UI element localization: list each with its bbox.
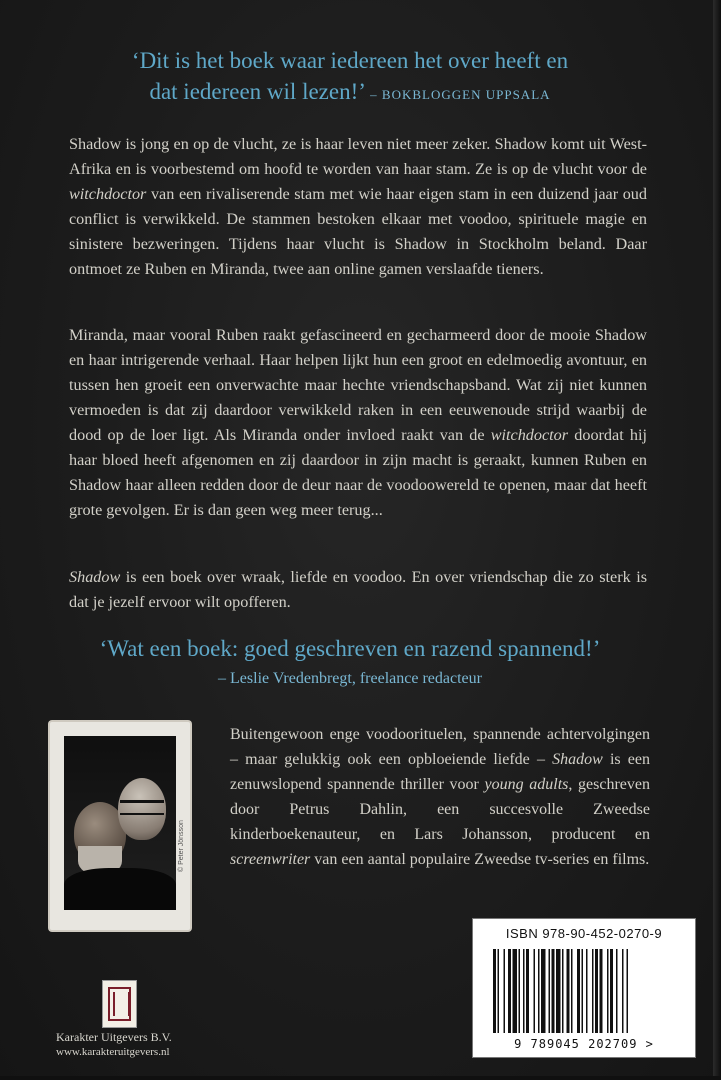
blurb-p2-part-1: Miranda, maar vooral Ruben raakt gefascineerd en gecharmeerd door de mooie Shadow en haar intrigerende verhaal. Haar helpen lijkt hun een groot en edelmoedig avontuur, en tussen hen groeit een onverwachte maar hechte vriendschapsband. Wat zij niet kunnen vermoeden is dat zij daardoor verwikkeld raken in een eeuwenoude strijd waarbij de dood op de loer ligt. Als Miranda onder invloed raakt van de (69, 326, 647, 444)
cover-spine-edge (713, 0, 721, 1080)
barcode-bar (549, 949, 551, 1033)
blurb-paragraph-1 (69, 132, 647, 282)
bio-italic-young-adults: young adults (484, 776, 569, 793)
blurb-paragraph-2 (69, 323, 647, 523)
isbn-barcode-label (472, 918, 696, 1058)
publisher-name: Karakter Uitgevers B.V. (56, 1030, 172, 1044)
publisher-logo-mark-icon (108, 987, 131, 1021)
top-quote-line-1: ‘Dit is het boek waar iedereen het over heeft en (131, 48, 569, 73)
barcode-bar (552, 949, 555, 1033)
barcode-bar (523, 949, 525, 1033)
cover-bottom-edge (0, 1076, 721, 1080)
barcode-bar (493, 949, 496, 1033)
barcode-bar (600, 949, 603, 1033)
blurb-p1-part-3: van een rivaliserende stam met wie haar eigen stam in een duizend jaar oud conflict is verwikkeld. De stammen bestoken elkaar met voodoo, spirituele magie en sinistere bezweringen. Tijdens haar vlucht is Shadow in Stockholm beland. Daar ontmoet ze Ruben en Miranda, twee aan online gamen verslaafde tieners. (69, 185, 647, 278)
author-photo-image (64, 736, 176, 910)
barcode-bar (508, 949, 511, 1033)
bio-part-1: Buitengewoon enge voodoorituelen, spannende achtervolgingen – maar gelukkig ook een opbloeiende liefde – (230, 726, 650, 768)
blurb-p3-italic-title: Shadow (69, 568, 121, 586)
bio-part-7: van een aantal populaire Zweedse tv-series en films. (310, 851, 650, 868)
top-quote-attribution: – BOKBLOGGEN UPPSALA (365, 87, 551, 102)
blurb-paragraph-3 (69, 565, 647, 615)
barcode-bar (526, 949, 529, 1033)
barcode-icon (491, 949, 677, 1033)
barcode-digits: 9 789045 202709 > (514, 1037, 654, 1051)
barcode-bar (622, 949, 624, 1033)
barcode-bar (567, 949, 570, 1033)
authors-shoulders (64, 868, 176, 910)
blurb-p1-italic-witchdoctor: witchdoctor (69, 185, 147, 203)
barcode-bar (577, 949, 580, 1033)
barcode-bar (595, 949, 598, 1033)
photo-credit: © Peter Jönsson (178, 820, 185, 872)
barcode-bar (616, 949, 618, 1033)
barcode-bar (582, 949, 584, 1033)
author-2-glasses (120, 800, 164, 815)
blurb-p2-italic-witchdoctor: witchdoctor (490, 426, 569, 444)
blurb-p2-part-3: doordat hij haar bloed heeft afgenomen en zij daardoor in zijn macht is geraakt, kunnen Ruben en Shadow haar alleen redden door de deur naar de voodoowereld te openen, maar dat heeft grote gevolgen. Er is dan geen weg meer terug... (69, 426, 647, 519)
barcode-bar (498, 949, 500, 1033)
barcode-bar (513, 949, 518, 1033)
publisher-url: www.karakteruitgevers.nl (56, 1046, 170, 1058)
barcode-bar (592, 949, 594, 1033)
barcode-bar (556, 949, 561, 1033)
barcode-bar (534, 949, 536, 1033)
barcode-bar (571, 949, 573, 1033)
top-quote-line-2-text: dat iedereen wil lezen!’ (149, 79, 366, 104)
bio-italic-screenwriter: screenwriter (230, 851, 311, 868)
barcode-bar (627, 949, 629, 1033)
bio-italic-shadow: Shadow (552, 751, 603, 768)
publisher-logo (102, 980, 137, 1028)
bio-part-3: is een zenuwslopend spannende thriller voor (230, 751, 651, 793)
barcode-bar (504, 949, 506, 1033)
barcode-bar (586, 949, 588, 1033)
barcode-bar (610, 949, 613, 1033)
mid-review-quote (0, 634, 700, 694)
publisher-info (56, 1030, 172, 1060)
barcode-bar (519, 949, 521, 1033)
barcode-bar (538, 949, 540, 1033)
author-photo (50, 722, 190, 930)
blurb-p3-part-2: is een boek over wraak, liefde en voodoo. En over vriendschap die zo sterk is dat je jezelf ervoor wilt opofferen. (69, 568, 647, 611)
author-bio (230, 722, 650, 872)
barcode-bar (562, 949, 564, 1033)
mid-quote-text: ‘Wat een boek: goed geschreven en razend spannend!’ (99, 636, 601, 661)
blurb-p1-part-1: Shadow is jong en op de vlucht, ze is haar leven niet meer zeker. Shadow komt uit West-Afrika en is voorbestemd om hoofd te worden van haar stam. Ze is op de vlucht voor de (69, 135, 647, 178)
bio-part-5: , geschreven door Petrus Dahlin, een succesvolle Zweedse kinderboekenauteur, en Lars Johansson, producent en (230, 776, 650, 843)
top-quote-line-2 (0, 76, 700, 110)
barcode-bar (541, 949, 546, 1033)
barcode-bar (607, 949, 609, 1033)
mid-quote-attribution: – Leslie Vredenbregt, freelance redacteur (218, 670, 482, 687)
top-review-quote (0, 45, 700, 110)
isbn-number: ISBN 978-90-452-0270-9 (505, 926, 663, 941)
